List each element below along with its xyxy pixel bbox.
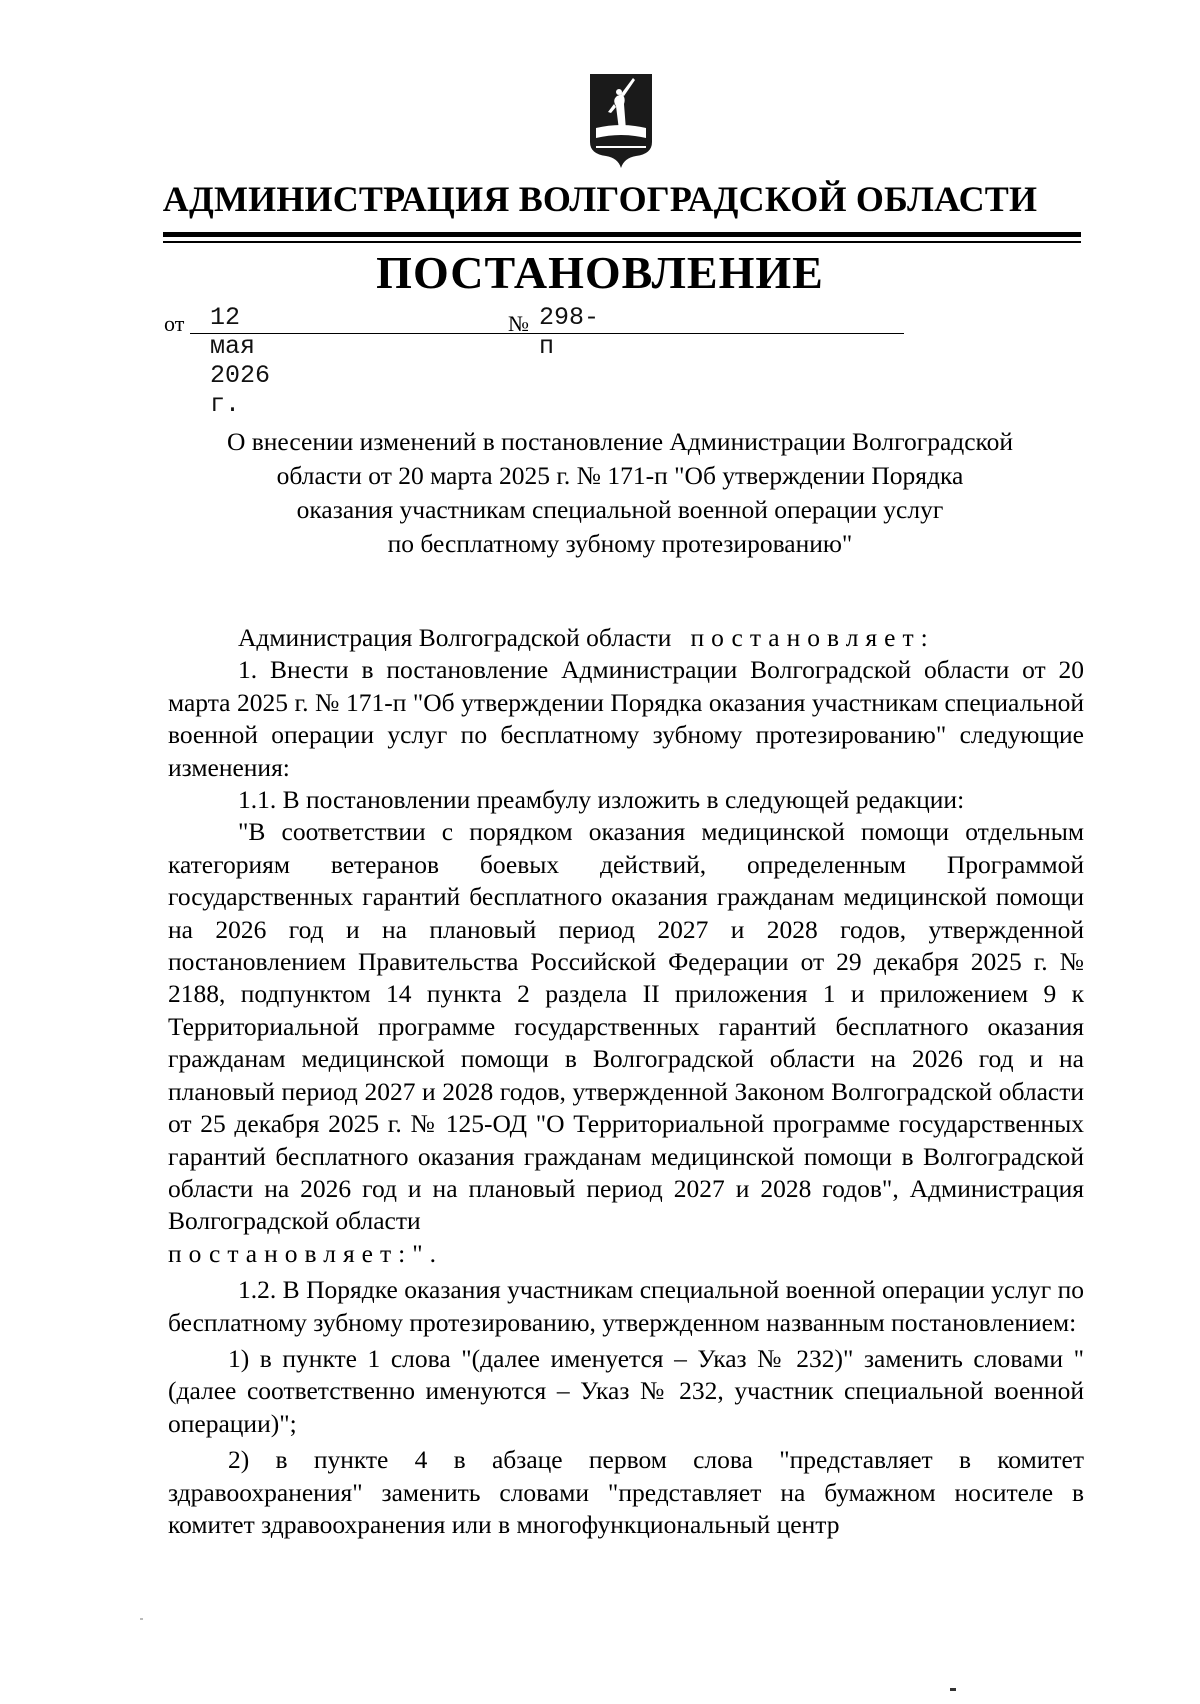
- list-item-1: 1) в пункте 1 слова "(далее именуется – Указ № 232)" заменить словами "(далее соответственно именуются – Указ № 232, участник специальной военной операции)";: [168, 1343, 1084, 1438]
- intro-text: Администрация Волгоградской области: [238, 623, 672, 652]
- preamble-resolves: постановляет:".: [168, 1238, 444, 1268]
- organization-name: АДМИНИСТРАЦИЯ ВОЛГОГРАДСКОЙ ОБЛАСТИ: [162, 179, 1038, 219]
- number-prefix: №: [508, 311, 529, 336]
- document-subject: [160, 425, 1080, 561]
- subject-line: оказания участникам специальной военной операции услуг: [296, 495, 944, 524]
- subject-line: по бесплатному зубному протезированию": [387, 529, 853, 558]
- subject-line: О внесении изменений в постановление Администрации Волгоградской: [226, 427, 1014, 456]
- header-rule-thick: [163, 232, 1081, 237]
- scan-artifact: [140, 1618, 143, 1620]
- date-prefix: от: [164, 311, 185, 336]
- subject-line: области от 20 марта 2025 г. № 171-п "Об утверждении Порядка: [276, 461, 964, 490]
- scan-artifact: [950, 1688, 956, 1691]
- intro-resolves: постановляет:: [690, 623, 935, 652]
- paragraph-1-2: 1.2. В Порядке оказания участникам специальной военной операции услуг по бесплатному зубному протезированию, утвержденном названным постановлением:: [168, 1275, 1084, 1337]
- intro-paragraph: [168, 622, 1084, 654]
- number-value: 298-п: [539, 303, 600, 361]
- document-type: ПОСТАНОВЛЕНИЕ: [376, 247, 824, 298]
- paragraph-1: 1. Внести в постановление Администрации Волгоградской области от 20 марта 2025 г. № 171-п "Об утверждении Порядка оказания участникам специальной военной операции услуг по бесплатному зубному протезированию" следующие изменения:: [168, 655, 1084, 782]
- volgograd-coat-of-arms-icon: [586, 72, 656, 170]
- paragraph-1-1: 1.1. В постановлении преамбулу изложить в следующей редакции:: [238, 785, 965, 815]
- document-body: [168, 622, 1084, 1541]
- list-item-2: 2) в пункте 4 в абзаце первом слова "представляет в комитет здравоохранения" заменить словами "представляет на бумажном носителе в комитет здравоохранения или в многофункциональный центр: [168, 1445, 1084, 1539]
- header-rule-thin: [163, 241, 1081, 243]
- date-value: 12 мая 2026 г.: [210, 303, 271, 419]
- preamble-paragraph: "В соответствии с порядком оказания медицинской помощи отдельным категориям ветеранов боевых действий, определенным Программой государственных гарантий бесплатного оказания гражданам медицинской помощи на 2026 год и на плановый период 2027 и 2028 годов, утвержденной постановлением Правительства Российской Федерации от 29 декабря 2025 г. № 2188, подпунктом 14 пункта 2 раздела II приложения 1 и приложением 9 к Территориальной программе государственных гарантий бесплатного оказания гражданам медицинской помощи в Волгоградской области на 2026 год и на плановый период 2027 и 2028 годов, утвержденной Законом Волгоградской области от 25 декабря 2025 г. № 125-ОД "О Территориальной программе государственных гарантий бесплатного оказания гражданам медицинской помощи в Волгоградской области на 2026 год и на плановый период 2027 и 2028 годов", Администрация Волгоградской области: [168, 817, 1084, 1236]
